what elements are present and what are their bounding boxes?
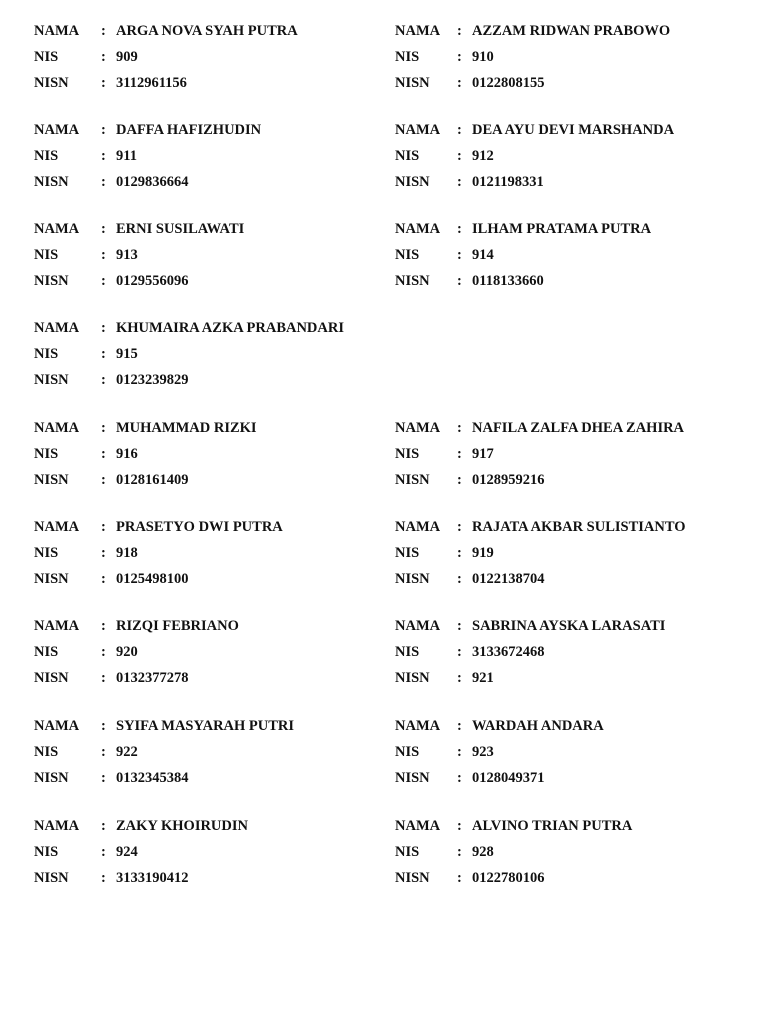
- separator: :: [457, 644, 462, 660]
- separator: :: [101, 446, 106, 462]
- student-row: [0, 517, 768, 595]
- student-nis: 917: [472, 446, 494, 462]
- student-nis: 916: [116, 446, 138, 462]
- nis-label: NIS: [395, 49, 420, 65]
- separator: :: [101, 346, 106, 362]
- student-card: [34, 219, 414, 297]
- student-nisn: 0118133660: [472, 273, 544, 289]
- student-card: [395, 716, 768, 794]
- name-label: NAMA: [34, 221, 80, 237]
- nis-label: NIS: [34, 844, 59, 860]
- separator: :: [101, 221, 106, 237]
- separator: :: [457, 472, 462, 488]
- student-row: [0, 120, 768, 198]
- nis-label: NIS: [395, 446, 420, 462]
- student-row: [0, 318, 768, 396]
- nisn-label: NISN: [34, 372, 69, 388]
- name-label: NAMA: [34, 818, 80, 834]
- separator: :: [457, 446, 462, 462]
- student-name: ILHAM PRATAMA PUTRA: [472, 221, 652, 237]
- student-card: [395, 418, 768, 496]
- nis-label: NIS: [34, 346, 59, 362]
- separator: :: [457, 23, 462, 39]
- nisn-label: NISN: [34, 273, 69, 289]
- student-nis: 924: [116, 844, 138, 860]
- student-card: [395, 517, 768, 595]
- nisn-label: NISN: [395, 670, 430, 686]
- separator: :: [457, 420, 462, 436]
- separator: :: [101, 818, 106, 834]
- nisn-label: NISN: [34, 472, 69, 488]
- separator: :: [457, 870, 462, 886]
- nisn-label: NISN: [395, 174, 430, 190]
- student-row: [0, 616, 768, 694]
- separator: :: [457, 545, 462, 561]
- separator: :: [457, 273, 462, 289]
- student-nisn: 0125498100: [116, 571, 189, 587]
- student-name: RAJATA AKBAR SULISTIANTO: [472, 519, 686, 535]
- nisn-label: NISN: [34, 670, 69, 686]
- separator: :: [457, 718, 462, 734]
- student-name: ZAKY KHOIRUDIN: [116, 818, 248, 834]
- name-label: NAMA: [395, 122, 441, 138]
- student-nis: 909: [116, 49, 138, 65]
- student-name: AZZAM RIDWAN PRABOWO: [472, 23, 671, 39]
- separator: :: [101, 571, 106, 587]
- nis-label: NIS: [34, 545, 59, 561]
- student-name: KHUMAIRA AZKA PRABANDARI: [116, 320, 344, 336]
- name-label: NAMA: [34, 618, 80, 634]
- student-nis: 922: [116, 744, 138, 760]
- separator: :: [457, 844, 462, 860]
- student-name: PRASETYO DWI PUTRA: [116, 519, 283, 535]
- separator: :: [101, 545, 106, 561]
- nisn-label: NISN: [34, 174, 69, 190]
- nis-label: NIS: [395, 545, 420, 561]
- nis-label: NIS: [34, 644, 59, 660]
- separator: :: [101, 75, 106, 91]
- name-label: NAMA: [395, 618, 441, 634]
- separator: :: [457, 519, 462, 535]
- separator: :: [457, 247, 462, 263]
- nis-label: NIS: [34, 744, 59, 760]
- student-nis: 913: [116, 247, 138, 263]
- student-card: [34, 120, 414, 198]
- student-card: [34, 517, 414, 595]
- name-label: NAMA: [395, 818, 441, 834]
- nisn-label: NISN: [395, 273, 430, 289]
- name-label: NAMA: [34, 122, 80, 138]
- student-name: RIZQI FEBRIANO: [116, 618, 239, 634]
- student-nis: 910: [472, 49, 494, 65]
- student-nisn: 0123239829: [116, 372, 189, 388]
- student-row: [0, 418, 768, 496]
- separator: :: [101, 670, 106, 686]
- student-card: [34, 418, 414, 496]
- student-nis: 912: [472, 148, 494, 164]
- student-row: [0, 816, 768, 894]
- student-nisn: 0128959216: [472, 472, 545, 488]
- separator: :: [457, 744, 462, 760]
- student-row: [0, 21, 768, 99]
- separator: :: [457, 618, 462, 634]
- separator: :: [101, 148, 106, 164]
- separator: :: [101, 519, 106, 535]
- student-nisn: 0129836664: [116, 174, 189, 190]
- student-name: DEA AYU DEVI MARSHANDA: [472, 122, 675, 138]
- student-nis: 920: [116, 644, 138, 660]
- student-card: [34, 21, 414, 99]
- student-name: SABRINA AYSKA LARASATI: [472, 618, 666, 634]
- nis-label: NIS: [34, 49, 59, 65]
- student-name: WARDAH ANDARA: [472, 718, 604, 734]
- name-label: NAMA: [34, 420, 80, 436]
- student-card: [34, 318, 414, 396]
- separator: :: [101, 472, 106, 488]
- student-nis: 911: [116, 148, 137, 164]
- name-label: NAMA: [34, 320, 80, 336]
- student-nis: 915: [116, 346, 138, 362]
- separator: :: [101, 273, 106, 289]
- separator: :: [101, 770, 106, 786]
- name-label: NAMA: [395, 718, 441, 734]
- separator: :: [457, 221, 462, 237]
- separator: :: [457, 75, 462, 91]
- name-label: NAMA: [34, 718, 80, 734]
- student-card: [34, 716, 414, 794]
- student-name: ALVINO TRIAN PUTRA: [472, 818, 633, 834]
- separator: :: [101, 23, 106, 39]
- student-card: [34, 616, 414, 694]
- separator: :: [457, 174, 462, 190]
- separator: :: [457, 818, 462, 834]
- separator: :: [457, 148, 462, 164]
- nis-label: NIS: [34, 446, 59, 462]
- separator: :: [457, 122, 462, 138]
- separator: :: [457, 670, 462, 686]
- student-nisn: 921: [472, 670, 494, 686]
- student-nis: 923: [472, 744, 494, 760]
- student-nis: 928: [472, 844, 494, 860]
- nis-label: NIS: [395, 744, 420, 760]
- nisn-label: NISN: [34, 770, 69, 786]
- separator: :: [101, 420, 106, 436]
- student-nis: 914: [472, 247, 494, 263]
- student-nisn: 0128049371: [472, 770, 545, 786]
- nisn-label: NISN: [395, 472, 430, 488]
- separator: :: [457, 571, 462, 587]
- student-name: MUHAMMAD RIZKI: [116, 420, 257, 436]
- nisn-label: NISN: [34, 870, 69, 886]
- student-name: ARGA NOVA SYAH PUTRA: [116, 23, 298, 39]
- student-name: SYIFA MASYARAH PUTRI: [116, 718, 295, 734]
- name-label: NAMA: [34, 519, 80, 535]
- separator: :: [101, 174, 106, 190]
- student-nisn: 0122808155: [472, 75, 545, 91]
- student-card: [395, 21, 768, 99]
- student-nis: 918: [116, 545, 138, 561]
- student-card: [34, 816, 414, 894]
- student-card: [395, 616, 768, 694]
- separator: :: [457, 49, 462, 65]
- name-label: NAMA: [395, 420, 441, 436]
- student-name: NAFILA ZALFA DHEA ZAHIRA: [472, 420, 685, 436]
- separator: :: [101, 247, 106, 263]
- student-card: [395, 219, 768, 297]
- nisn-label: NISN: [395, 870, 430, 886]
- student-row: [0, 716, 768, 794]
- student-nis: 919: [472, 545, 494, 561]
- name-label: NAMA: [395, 221, 441, 237]
- student-nisn: 0122138704: [472, 571, 545, 587]
- separator: :: [101, 644, 106, 660]
- nis-label: NIS: [395, 844, 420, 860]
- nis-label: NIS: [34, 247, 59, 263]
- nisn-label: NISN: [34, 571, 69, 587]
- separator: :: [101, 744, 106, 760]
- separator: :: [101, 844, 106, 860]
- nisn-label: NISN: [34, 75, 69, 91]
- student-nisn: 0122780106: [472, 870, 545, 886]
- nisn-label: NISN: [395, 75, 430, 91]
- nis-label: NIS: [34, 148, 59, 164]
- nis-label: NIS: [395, 148, 420, 164]
- name-label: NAMA: [395, 519, 441, 535]
- name-label: NAMA: [34, 23, 80, 39]
- nisn-label: NISN: [395, 571, 430, 587]
- student-nis: 3133672468: [472, 644, 545, 660]
- separator: :: [101, 122, 106, 138]
- student-nisn: 3133190412: [116, 870, 189, 886]
- student-name: DAFFA HAFIZHUDIN: [116, 122, 262, 138]
- separator: :: [101, 49, 106, 65]
- student-name: ERNI SUSILAWATI: [116, 221, 245, 237]
- separator: :: [101, 320, 106, 336]
- student-nisn: 0121198331: [472, 174, 544, 190]
- separator: :: [101, 618, 106, 634]
- student-card: [395, 120, 768, 198]
- student-row: [0, 219, 768, 297]
- student-nisn: 0129556096: [116, 273, 189, 289]
- student-nisn: 0128161409: [116, 472, 189, 488]
- separator: :: [457, 770, 462, 786]
- separator: :: [101, 718, 106, 734]
- name-label: NAMA: [395, 23, 441, 39]
- nis-label: NIS: [395, 247, 420, 263]
- nisn-label: NISN: [395, 770, 430, 786]
- student-nisn: 3112961156: [116, 75, 187, 91]
- student-card: [395, 816, 768, 894]
- separator: :: [101, 372, 106, 388]
- student-nisn: 0132377278: [116, 670, 189, 686]
- separator: :: [101, 870, 106, 886]
- nis-label: NIS: [395, 644, 420, 660]
- student-nisn: 0132345384: [116, 770, 189, 786]
